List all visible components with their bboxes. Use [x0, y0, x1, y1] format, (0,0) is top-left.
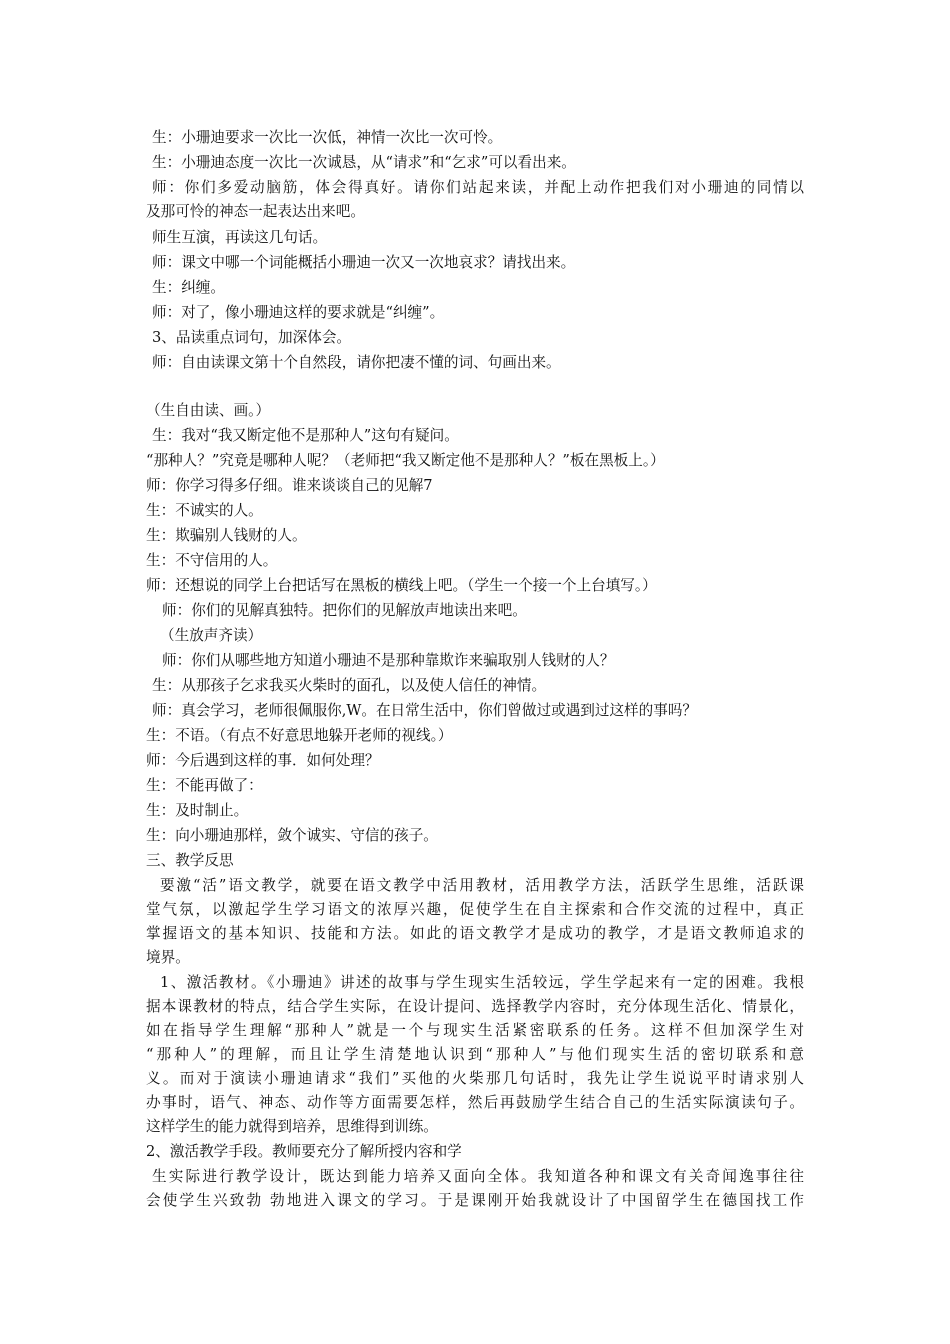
text-line: 师：还想说的同学上台把话写在黑板的横线上吧。（学生一个接一个上台填写。）	[146, 577, 657, 594]
text-line: 这样学生的能力就得到培养，思维得到训练。	[146, 1118, 438, 1135]
text-line: 会使学生兴致勃 勃地进入课文的学习。于是课刚开始我就设计了中国留学生在德国找工作	[146, 1192, 804, 1209]
text-line: 师：真会学习，老师很佩服你,W。在日常生活中，你们曾做过或遇到过这样的事吗？	[152, 702, 698, 719]
text-line: 如在指导学生理解“那种人”就是一个与现实生活紧密联系的任务。这样不但加深学生对	[146, 1022, 804, 1039]
text-line: 1、激活教材。《小珊迪》讲述的故事与学生现实生活较远，学生学起来有一定的困难。我根	[160, 974, 804, 991]
text-line: （生自由读、画。）	[146, 402, 271, 419]
text-line: 生：不守信用的人。	[146, 552, 278, 569]
text-line: 生：欺骗别人钱财的人。	[146, 527, 307, 544]
text-line: 师：课文中哪一个词能概括小珊迪一次又一次地哀求？请找出来。	[152, 254, 576, 271]
text-line: 生：不诚实的人。	[146, 502, 263, 519]
text-line: 据本课教材的特点，结合学生实际，在设计提问、选择教学内容时，充分体现生活化、情景化，	[146, 998, 804, 1015]
text-line: 师：今后遇到这样的事．如何处理？	[146, 752, 380, 769]
text-line: 师生互演，再读这几句话。	[152, 229, 328, 246]
text-line: 生：向小珊迪那样，敛个诚实、守信的孩子。	[146, 827, 438, 844]
text-line: 生实际进行教学设计，既达到能力培养又面向全体。我知道各种和课文有关奇闻逸事往往	[152, 1168, 804, 1185]
text-line: 生：小珊迪要求一次比一次低，神情一次比一次可怜。	[152, 129, 503, 146]
text-line: （生放声齐读）	[160, 627, 263, 644]
text-line: 师：对了，像小珊迪这样的要求就是“纠缠”。	[152, 304, 445, 321]
text-line: 生：纠缠。	[152, 279, 225, 296]
text-line: “那种人？”究竟是哪种人呢？（老师把“我又断定他不是那种人？”板在黑板上。）	[146, 452, 665, 469]
text-line: 生：及时制止。	[146, 802, 249, 819]
text-line: 掌握语文的基本知识、技能和方法。如此的语文教学才是成功的教学，才是语文教师追求的	[146, 925, 804, 942]
section-heading: 三、教学反思	[146, 852, 234, 869]
text-line: 及那可怜的神态一起表达出来吧。	[146, 203, 365, 220]
text-line: 师：自由读课文第十个自然段，请你把凄不懂的词、句画出来。	[152, 354, 561, 371]
text-line: “那种人”的理解，而且让学生清楚地认识到“那种人”与他们现实生活的密切联系和意	[146, 1046, 804, 1063]
text-line: 师：你学习得多仔细。谁来谈谈自己的见解7	[146, 477, 433, 494]
text-line: 要激“活”语文教学，就要在语文教学中活用教材，活用教学方法，活跃学生思维，活跃课	[160, 877, 804, 894]
text-line: 师：你们多爱动脑筋，体会得真好。请你们站起来读，并配上动作把我们对小珊迪的同情以	[152, 179, 804, 196]
text-line: 生：小珊迪态度一次比一次诚恳，从“请求”和“乞求”可以看出来。	[152, 154, 576, 171]
text-line: 2、激活教学手段。教师要充分了解所授内容和学	[146, 1143, 462, 1160]
text-line: 生：我对“我又断定他不是那种人”这句有疑问。	[152, 427, 459, 444]
text-line: 师：你们的见解真独特。把你们的见解放声地读出来吧。	[162, 602, 527, 619]
text-line: 境界。	[146, 949, 190, 966]
text-line: 3、品读重点词句，加深体会。	[152, 329, 352, 346]
text-line: 生：不能再做了：	[146, 777, 263, 794]
text-line: 生：从那孩子乞求我买火柴时的面孔，以及使人信任的神情。	[152, 677, 547, 694]
text-line: 办事时，语气、神态、动作等方面需要怎样，然后再鼓励学生结合自己的生活实际演读句子。	[146, 1094, 804, 1111]
text-line: 生：不语。（有点不好意思地躲开老师的视线。）	[146, 727, 453, 744]
text-line: 师：你们从哪些地方知道小珊迪不是那种靠欺诈来骗取别人钱财的人？	[162, 652, 615, 669]
text-line: 堂气氛，以激起学生学习语文的浓厚兴趣，促使学生在自主探索和合作交流的过程中，真正	[146, 901, 804, 918]
text-line: 义。而对于演读小珊迪请求“我们”买他的火柴那几句话时，我先让学生说说平时请求别人	[146, 1070, 804, 1087]
